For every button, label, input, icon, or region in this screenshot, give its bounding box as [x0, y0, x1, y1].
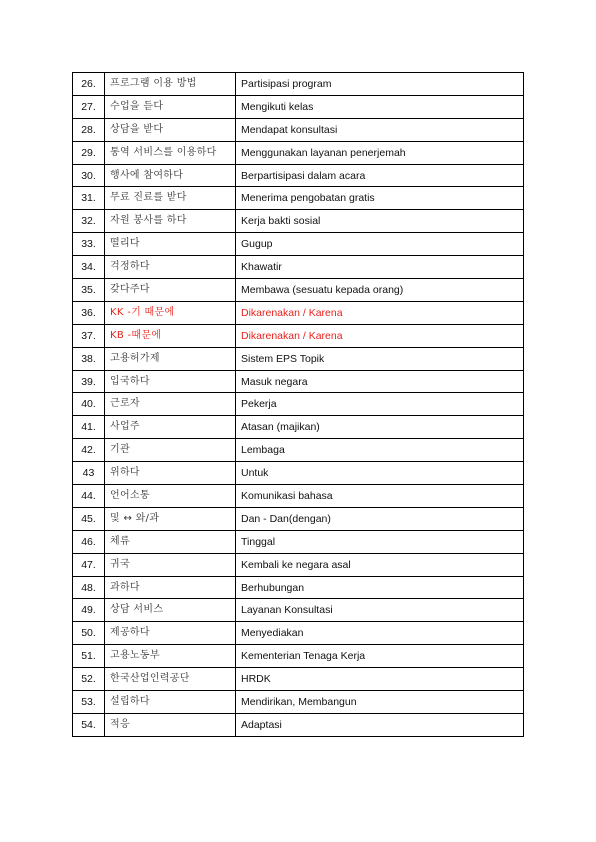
korean-term-cell: 및 ↔ 와/과: [105, 507, 236, 530]
table-row: [73, 507, 524, 530]
table-row: [73, 256, 524, 279]
indonesian-translation-cell: Menggunakan layanan penerjemah: [236, 141, 524, 164]
indonesian-translation-cell: Berpartisipasi dalam acara: [236, 164, 524, 187]
table-row: [73, 370, 524, 393]
row-number-cell: 48.: [73, 576, 105, 599]
table-row: [73, 713, 524, 736]
row-number-cell: 45.: [73, 507, 105, 530]
row-number-cell: 51.: [73, 645, 105, 668]
table-row: [73, 691, 524, 714]
korean-term-cell: 상담 서비스: [105, 599, 236, 622]
indonesian-translation-cell: Membawa (sesuatu kepada orang): [236, 279, 524, 302]
row-number-cell: 41.: [73, 416, 105, 439]
row-number-cell: 39.: [73, 370, 105, 393]
table-row: [73, 393, 524, 416]
table-row: [73, 462, 524, 485]
korean-term-cell: 고용허가제: [105, 347, 236, 370]
indonesian-translation-cell: Berhubungan: [236, 576, 524, 599]
korean-term-cell: 기관: [105, 439, 236, 462]
row-number-cell: 42.: [73, 439, 105, 462]
row-number-cell: 52.: [73, 668, 105, 691]
table-row: [73, 164, 524, 187]
vocabulary-table: [72, 72, 524, 737]
korean-term-cell: 무료 진료를 받다: [105, 187, 236, 210]
table-row: [73, 118, 524, 141]
korean-term-cell: 설립하다: [105, 691, 236, 714]
korean-term-cell: 근로자: [105, 393, 236, 416]
row-number-cell: 34.: [73, 256, 105, 279]
table-row: [73, 485, 524, 508]
table-row: [73, 416, 524, 439]
korean-term-cell: 통역 서비스를 이용하다: [105, 141, 236, 164]
row-number-cell: 29.: [73, 141, 105, 164]
vocabulary-table-body: [73, 73, 524, 737]
table-row: [73, 324, 524, 347]
row-number-cell: 46.: [73, 530, 105, 553]
table-row: [73, 668, 524, 691]
table-row: [73, 187, 524, 210]
indonesian-translation-cell: Adaptasi: [236, 713, 524, 736]
indonesian-translation-cell: Untuk: [236, 462, 524, 485]
indonesian-translation-cell: Masuk negara: [236, 370, 524, 393]
row-number-cell: 32.: [73, 210, 105, 233]
indonesian-translation-cell: Khawatir: [236, 256, 524, 279]
korean-term-cell: 제공하다: [105, 622, 236, 645]
korean-term-cell: 상담을 받다: [105, 118, 236, 141]
table-row: [73, 73, 524, 96]
korean-term-cell: 프로그램 이용 방법: [105, 73, 236, 96]
table-row: [73, 622, 524, 645]
korean-term-cell: 행사에 참여하다: [105, 164, 236, 187]
row-number-cell: 40.: [73, 393, 105, 416]
indonesian-translation-cell: Atasan (majikan): [236, 416, 524, 439]
row-number-cell: 47.: [73, 553, 105, 576]
korean-term-cell: 수업을 듣다: [105, 95, 236, 118]
indonesian-translation-cell: Mengikuti kelas: [236, 95, 524, 118]
korean-term-cell: KB -때문에: [105, 324, 236, 347]
indonesian-translation-cell: Layanan Konsultasi: [236, 599, 524, 622]
table-row: [73, 553, 524, 576]
table-row: [73, 279, 524, 302]
korean-term-cell: 한국산업인력공단: [105, 668, 236, 691]
table-row: [73, 347, 524, 370]
row-number-cell: 50.: [73, 622, 105, 645]
row-number-cell: 27.: [73, 95, 105, 118]
row-number-cell: 33.: [73, 233, 105, 256]
row-number-cell: 38.: [73, 347, 105, 370]
indonesian-translation-cell: Dan - Dan(dengan): [236, 507, 524, 530]
indonesian-translation-cell: Menyediakan: [236, 622, 524, 645]
korean-term-cell: 갖다주다: [105, 279, 236, 302]
indonesian-translation-cell: Mendirikan, Membangun: [236, 691, 524, 714]
table-row: [73, 439, 524, 462]
table-row: [73, 233, 524, 256]
row-number-cell: 37.: [73, 324, 105, 347]
row-number-cell: 49.: [73, 599, 105, 622]
korean-term-cell: 고용노동부: [105, 645, 236, 668]
korean-term-cell: KK -기 때문에: [105, 301, 236, 324]
korean-term-cell: 위하다: [105, 462, 236, 485]
indonesian-translation-cell: Mendapat konsultasi: [236, 118, 524, 141]
row-number-cell: 44.: [73, 485, 105, 508]
indonesian-translation-cell: HRDK: [236, 668, 524, 691]
korean-term-cell: 사업주: [105, 416, 236, 439]
indonesian-translation-cell: Lembaga: [236, 439, 524, 462]
indonesian-translation-cell: Komunikasi bahasa: [236, 485, 524, 508]
indonesian-translation-cell: Gugup: [236, 233, 524, 256]
korean-term-cell: 입국하다: [105, 370, 236, 393]
korean-term-cell: 귀국: [105, 553, 236, 576]
indonesian-translation-cell: Kementerian Tenaga Kerja: [236, 645, 524, 668]
korean-term-cell: 체류: [105, 530, 236, 553]
indonesian-translation-cell: Menerima pengobatan gratis: [236, 187, 524, 210]
indonesian-translation-cell: Dikarenakan / Karena: [236, 324, 524, 347]
korean-term-cell: 자원 봉사를 하다: [105, 210, 236, 233]
row-number-cell: 43: [73, 462, 105, 485]
row-number-cell: 28.: [73, 118, 105, 141]
indonesian-translation-cell: Partisipasi program: [236, 73, 524, 96]
row-number-cell: 53.: [73, 691, 105, 714]
korean-term-cell: 과하다: [105, 576, 236, 599]
table-row: [73, 576, 524, 599]
korean-term-cell: 걱정하다: [105, 256, 236, 279]
indonesian-translation-cell: Pekerja: [236, 393, 524, 416]
table-row: [73, 599, 524, 622]
table-row: [73, 95, 524, 118]
row-number-cell: 36.: [73, 301, 105, 324]
table-row: [73, 141, 524, 164]
indonesian-translation-cell: Dikarenakan / Karena: [236, 301, 524, 324]
table-row: [73, 645, 524, 668]
row-number-cell: 35.: [73, 279, 105, 302]
table-row: [73, 530, 524, 553]
korean-term-cell: 떨리다: [105, 233, 236, 256]
table-row: [73, 301, 524, 324]
row-number-cell: 30.: [73, 164, 105, 187]
korean-term-cell: 언어소통: [105, 485, 236, 508]
indonesian-translation-cell: Kerja bakti sosial: [236, 210, 524, 233]
indonesian-translation-cell: Tinggal: [236, 530, 524, 553]
row-number-cell: 54.: [73, 713, 105, 736]
korean-term-cell: 적응: [105, 713, 236, 736]
table-row: [73, 210, 524, 233]
row-number-cell: 26.: [73, 73, 105, 96]
indonesian-translation-cell: Sistem EPS Topik: [236, 347, 524, 370]
indonesian-translation-cell: Kembali ke negara asal: [236, 553, 524, 576]
row-number-cell: 31.: [73, 187, 105, 210]
